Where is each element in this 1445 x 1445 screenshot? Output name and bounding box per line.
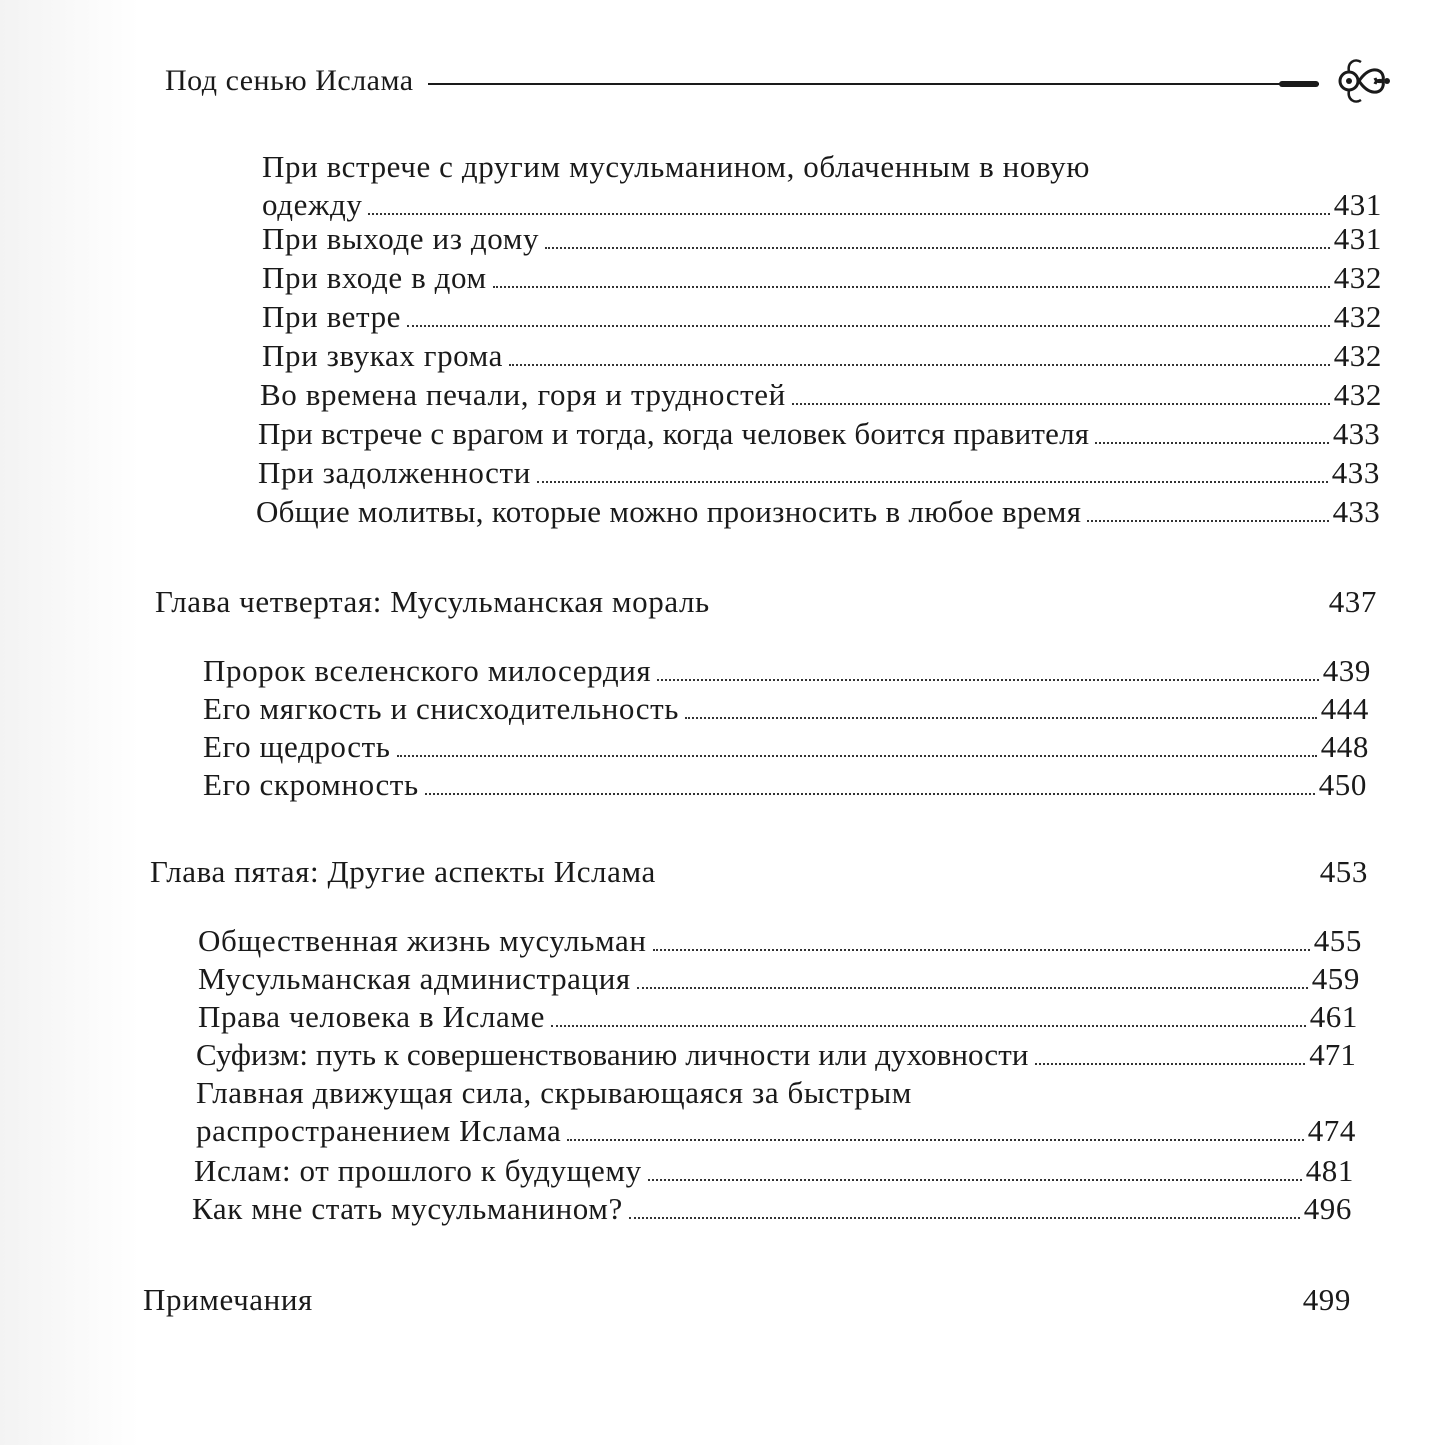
toc-entry-page: 433: [1331, 455, 1380, 490]
toc-entry[interactable]: [260, 376, 1382, 414]
toc-entry-label-cont: одежду: [262, 187, 363, 222]
toc-entry[interactable]: [258, 415, 1380, 453]
chapter-title: Глава четвертая: Мусульманская мораль: [155, 584, 710, 619]
toc-entry-page: 448: [1320, 729, 1369, 764]
toc-entry-label: Как мне стать мусульманином?: [192, 1191, 623, 1226]
toc-entry-label: Главная движущая сила, скрывающаяся за быстрым: [196, 1075, 912, 1110]
toc-entry-page: 432: [1333, 338, 1382, 373]
toc-entry[interactable]: [198, 960, 1360, 998]
toc-entry-label: При встрече с другим мусульманином, облаченным в новую: [262, 149, 1091, 184]
toc-entry-label: Мусульманская администрация: [198, 961, 631, 996]
toc-entry-page: 431: [1333, 221, 1382, 256]
toc-entry-label: При звуках грома: [262, 338, 504, 373]
toc-entry-label: Суфизм: путь к совершенствованию личности или духовности: [196, 1037, 1029, 1072]
toc-entry-page: 471: [1309, 1037, 1356, 1072]
toc-entry-label: Во времена печали, горя и трудностей: [260, 377, 786, 412]
toc-chapter-5[interactable]: [150, 840, 1368, 890]
toc-entry[interactable]: [262, 259, 1382, 297]
toc-entry-label: Пророк вселенского милосердия: [203, 653, 652, 688]
dot-leader: [545, 247, 1330, 249]
toc-entry-page: 496: [1303, 1191, 1352, 1226]
toc-entry[interactable]: [256, 493, 1380, 531]
toc-entry-label: При ветре: [262, 299, 402, 334]
toc-entry[interactable]: [203, 728, 1369, 766]
toc-entry[interactable]: [198, 922, 1362, 960]
toc-notes[interactable]: [143, 1268, 1351, 1318]
dot-leader: [685, 717, 1317, 719]
running-title: Под сенью Ислама: [165, 64, 414, 97]
toc-entry[interactable]: [262, 298, 1382, 336]
toc-entry-wrapped[interactable]: [262, 148, 1382, 224]
dot-leader: [648, 1179, 1302, 1181]
toc-entry-label: При выходе из дому: [262, 221, 540, 256]
toc-entry[interactable]: [203, 652, 1371, 690]
dot-leader: [509, 364, 1330, 366]
dot-leader: [657, 679, 1318, 681]
chapter-page: 453: [1319, 854, 1368, 889]
dot-leader: [629, 1217, 1300, 1219]
toc-entry-page: 450: [1318, 767, 1367, 802]
toc-entry[interactable]: [198, 998, 1358, 1036]
toc-entry-page: 481: [1305, 1153, 1354, 1188]
toc-entry-label: Права человека в Исламе: [198, 999, 545, 1034]
toc-entry[interactable]: [196, 1036, 1356, 1074]
chapter-page: 437: [1328, 584, 1377, 619]
toc-entry-page: 461: [1309, 999, 1358, 1034]
toc-entry[interactable]: [194, 1152, 1354, 1190]
toc-entry-label: Общественная жизнь мусульман: [198, 923, 647, 958]
toc-chapter-4[interactable]: [155, 570, 1377, 620]
dot-leader: [425, 793, 1315, 795]
toc-entry-page: 433: [1332, 494, 1380, 529]
notes-page: 499: [1302, 1282, 1351, 1317]
toc-entry-label: Его скромность: [203, 767, 419, 802]
dot-leader: [1087, 520, 1328, 522]
toc-entry-label: При задолженности: [258, 455, 531, 490]
toc-entry-page: 432: [1333, 299, 1382, 334]
toc-entry-label: Его щедрость: [203, 729, 391, 764]
dot-leader: [1035, 1063, 1306, 1065]
chapter-title: Глава пятая: Другие аспекты Ислама: [150, 854, 656, 889]
toc-entry-page: 474: [1307, 1113, 1356, 1148]
dot-leader: [493, 286, 1330, 288]
dot-leader: [551, 1025, 1306, 1027]
dot-leader: [567, 1139, 1303, 1141]
toc-entry[interactable]: [262, 337, 1382, 375]
toc-entry[interactable]: [203, 766, 1367, 804]
dot-leader: [653, 949, 1310, 951]
toc-entry[interactable]: [258, 454, 1380, 492]
toc-entry-label: При входе в дом: [262, 260, 487, 295]
toc-entry-page: 444: [1320, 691, 1369, 726]
dot-leader: [537, 481, 1328, 483]
toc-entry-page: 459: [1311, 961, 1360, 996]
toc-entry-label: Его мягкость и снисходительность: [203, 691, 680, 726]
toc-entry-page: 433: [1332, 416, 1380, 451]
toc-entry-wrapped[interactable]: [196, 1074, 1356, 1150]
toc-entry[interactable]: [192, 1190, 1352, 1228]
toc-entry-label: Ислам: от прошлого к будущему: [194, 1153, 642, 1188]
toc-entry-page: 432: [1333, 377, 1382, 412]
dot-leader: [407, 325, 1330, 327]
toc-entry-page: 439: [1322, 653, 1371, 688]
toc-entry-label: При встрече с врагом и тогда, когда человек боится правителя: [258, 416, 1090, 451]
toc-entry-label-cont: распространением Ислама: [196, 1113, 562, 1148]
toc-entry[interactable]: [262, 220, 1382, 258]
toc-entry-page: 432: [1333, 260, 1382, 295]
toc-entry-page: 455: [1313, 923, 1362, 958]
notes-title: Примечания: [143, 1282, 313, 1317]
dot-leader: [792, 403, 1330, 405]
dot-leader: [397, 755, 1317, 757]
toc-entry[interactable]: [203, 690, 1369, 728]
dot-leader: [1095, 442, 1329, 444]
toc-entry-label: Общие молитвы, которые можно произносить в любое время: [256, 494, 1082, 529]
toc-entry-page: 431: [1333, 187, 1382, 222]
dot-leader: [637, 987, 1308, 989]
dot-leader: [368, 213, 1329, 215]
